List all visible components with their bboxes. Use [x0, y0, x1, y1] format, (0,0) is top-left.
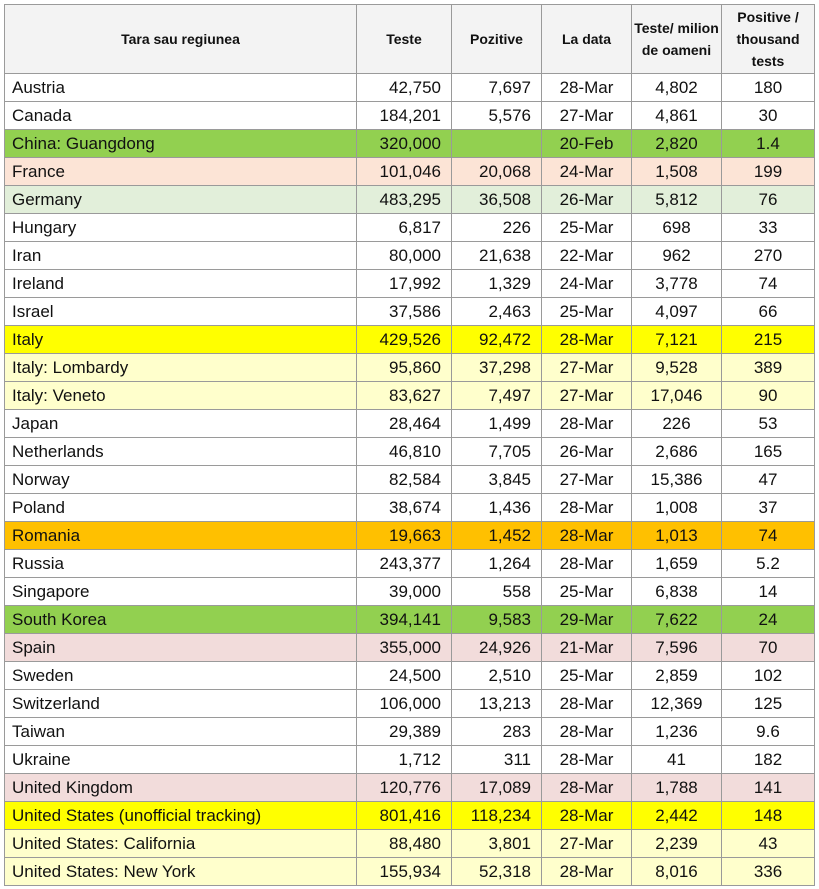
cell-date: 28-Mar — [542, 410, 632, 438]
cell-country: Spain — [5, 634, 357, 662]
header-row — [5, 5, 815, 74]
cell-per-million: 7,121 — [632, 326, 722, 354]
cell-country: Canada — [5, 102, 357, 130]
cell-date: 28-Mar — [542, 494, 632, 522]
cell-country: Italy: Lombardy — [5, 354, 357, 382]
cell-positive: 1,436 — [452, 494, 542, 522]
cell-per-million: 9,528 — [632, 354, 722, 382]
cell-positive: 37,298 — [452, 354, 542, 382]
cell-tests: 83,627 — [357, 382, 452, 410]
cell-per-thousand: 47 — [722, 466, 815, 494]
cell-per-thousand: 90 — [722, 382, 815, 410]
cell-date: 27-Mar — [542, 354, 632, 382]
cell-per-thousand: 389 — [722, 354, 815, 382]
cell-per-million: 12,369 — [632, 690, 722, 718]
cell-country: United Kingdom — [5, 774, 357, 802]
cell-tests: 184,201 — [357, 102, 452, 130]
cell-tests: 37,586 — [357, 298, 452, 326]
cell-positive: 558 — [452, 578, 542, 606]
cell-per-thousand: 182 — [722, 746, 815, 774]
cell-per-thousand: 9.6 — [722, 718, 815, 746]
cell-tests: 155,934 — [357, 858, 452, 886]
table-row — [5, 102, 815, 130]
cell-positive: 5,576 — [452, 102, 542, 130]
cell-per-thousand: 74 — [722, 522, 815, 550]
cell-date: 26-Mar — [542, 438, 632, 466]
header-tests: Teste — [357, 5, 452, 74]
cell-date: 28-Mar — [542, 802, 632, 830]
cell-per-thousand: 5.2 — [722, 550, 815, 578]
cell-date: 28-Mar — [542, 74, 632, 102]
cell-country: Germany — [5, 186, 357, 214]
cell-tests: 101,046 — [357, 158, 452, 186]
cell-per-million: 1,659 — [632, 550, 722, 578]
cell-positive: 118,234 — [452, 802, 542, 830]
cell-date: 20-Feb — [542, 130, 632, 158]
table-body — [5, 74, 815, 886]
cell-per-thousand: 141 — [722, 774, 815, 802]
table-row — [5, 830, 815, 858]
cell-per-thousand: 30 — [722, 102, 815, 130]
cell-positive: 2,463 — [452, 298, 542, 326]
cell-per-thousand: 165 — [722, 438, 815, 466]
header-positive: Pozitive — [452, 5, 542, 74]
table-row — [5, 242, 815, 270]
table-row — [5, 186, 815, 214]
cell-date: 25-Mar — [542, 662, 632, 690]
cell-date: 25-Mar — [542, 578, 632, 606]
cell-positive: 7,705 — [452, 438, 542, 466]
table-row — [5, 130, 815, 158]
cell-date: 24-Mar — [542, 158, 632, 186]
cell-per-thousand: 53 — [722, 410, 815, 438]
cell-positive: 1,499 — [452, 410, 542, 438]
cell-positive: 1,264 — [452, 550, 542, 578]
cell-country: Iran — [5, 242, 357, 270]
cell-positive: 2,510 — [452, 662, 542, 690]
cell-positive: 3,845 — [452, 466, 542, 494]
cell-per-million: 6,838 — [632, 578, 722, 606]
cell-per-thousand: 66 — [722, 298, 815, 326]
header-per-thousand: Positive / thousand tests — [722, 5, 815, 74]
cell-country: Norway — [5, 466, 357, 494]
cell-date: 21-Mar — [542, 634, 632, 662]
cell-per-thousand: 33 — [722, 214, 815, 242]
cell-per-thousand: 37 — [722, 494, 815, 522]
cell-tests: 29,389 — [357, 718, 452, 746]
cell-per-million: 5,812 — [632, 186, 722, 214]
table-row — [5, 718, 815, 746]
cell-country: Ireland — [5, 270, 357, 298]
cell-country: Italy — [5, 326, 357, 354]
cell-per-thousand: 270 — [722, 242, 815, 270]
table-row — [5, 606, 815, 634]
cell-country: Hungary — [5, 214, 357, 242]
table-row — [5, 858, 815, 886]
cell-per-thousand: 199 — [722, 158, 815, 186]
table-row — [5, 158, 815, 186]
table-row — [5, 214, 815, 242]
cell-per-thousand: 14 — [722, 578, 815, 606]
cell-date: 28-Mar — [542, 858, 632, 886]
cell-per-thousand: 74 — [722, 270, 815, 298]
cell-positive: 311 — [452, 746, 542, 774]
cell-tests: 88,480 — [357, 830, 452, 858]
cell-per-million: 7,596 — [632, 634, 722, 662]
table-row — [5, 662, 815, 690]
cell-per-million: 17,046 — [632, 382, 722, 410]
cell-tests: 80,000 — [357, 242, 452, 270]
cell-country: Japan — [5, 410, 357, 438]
cell-per-thousand: 43 — [722, 830, 815, 858]
cell-per-thousand: 180 — [722, 74, 815, 102]
cell-per-million: 2,820 — [632, 130, 722, 158]
cell-per-million: 1,788 — [632, 774, 722, 802]
cell-positive: 92,472 — [452, 326, 542, 354]
cell-tests: 394,141 — [357, 606, 452, 634]
cell-per-million: 15,386 — [632, 466, 722, 494]
header-date: La data — [542, 5, 632, 74]
cell-tests: 24,500 — [357, 662, 452, 690]
cell-date: 27-Mar — [542, 830, 632, 858]
cell-date: 28-Mar — [542, 746, 632, 774]
table-row — [5, 382, 815, 410]
cell-per-thousand: 215 — [722, 326, 815, 354]
cell-per-million: 41 — [632, 746, 722, 774]
header-per-million: Teste/ milion de oameni — [632, 5, 722, 74]
cell-country: Poland — [5, 494, 357, 522]
cell-positive: 3,801 — [452, 830, 542, 858]
cell-tests: 320,000 — [357, 130, 452, 158]
cell-positive: 9,583 — [452, 606, 542, 634]
cell-tests: 95,860 — [357, 354, 452, 382]
cell-per-million: 1,008 — [632, 494, 722, 522]
table-row — [5, 354, 815, 382]
cell-per-million: 7,622 — [632, 606, 722, 634]
cell-per-million: 1,013 — [632, 522, 722, 550]
table-container — [4, 4, 815, 886]
cell-date: 27-Mar — [542, 102, 632, 130]
table-row — [5, 326, 815, 354]
cell-positive: 20,068 — [452, 158, 542, 186]
cell-per-thousand: 102 — [722, 662, 815, 690]
cell-tests: 82,584 — [357, 466, 452, 494]
cell-country: United States: California — [5, 830, 357, 858]
testing-table — [4, 4, 815, 886]
cell-tests: 38,674 — [357, 494, 452, 522]
cell-positive — [452, 130, 542, 158]
cell-positive: 13,213 — [452, 690, 542, 718]
cell-date: 24-Mar — [542, 270, 632, 298]
cell-positive: 283 — [452, 718, 542, 746]
cell-country: Israel — [5, 298, 357, 326]
cell-country: Romania — [5, 522, 357, 550]
table-row — [5, 466, 815, 494]
cell-per-thousand: 24 — [722, 606, 815, 634]
cell-per-million: 3,778 — [632, 270, 722, 298]
table-row — [5, 298, 815, 326]
cell-per-million: 2,686 — [632, 438, 722, 466]
cell-positive: 17,089 — [452, 774, 542, 802]
cell-tests: 39,000 — [357, 578, 452, 606]
cell-positive: 226 — [452, 214, 542, 242]
table-row — [5, 410, 815, 438]
cell-per-thousand: 148 — [722, 802, 815, 830]
cell-per-million: 8,016 — [632, 858, 722, 886]
cell-country: France — [5, 158, 357, 186]
table-row — [5, 634, 815, 662]
table-row — [5, 522, 815, 550]
cell-date: 28-Mar — [542, 774, 632, 802]
cell-tests: 46,810 — [357, 438, 452, 466]
cell-per-million: 4,802 — [632, 74, 722, 102]
cell-per-thousand: 1.4 — [722, 130, 815, 158]
cell-country: Austria — [5, 74, 357, 102]
table-row — [5, 550, 815, 578]
cell-country: Taiwan — [5, 718, 357, 746]
table-row — [5, 438, 815, 466]
cell-tests: 42,750 — [357, 74, 452, 102]
header-country: Tara sau regiunea — [5, 5, 357, 74]
table-row — [5, 802, 815, 830]
cell-per-million: 962 — [632, 242, 722, 270]
cell-positive: 52,318 — [452, 858, 542, 886]
cell-positive: 24,926 — [452, 634, 542, 662]
cell-per-million: 226 — [632, 410, 722, 438]
cell-tests: 106,000 — [357, 690, 452, 718]
cell-date: 28-Mar — [542, 718, 632, 746]
cell-country: Netherlands — [5, 438, 357, 466]
cell-country: United States (unofficial tracking) — [5, 802, 357, 830]
cell-country: Russia — [5, 550, 357, 578]
cell-per-million: 1,236 — [632, 718, 722, 746]
cell-date: 28-Mar — [542, 550, 632, 578]
cell-country: South Korea — [5, 606, 357, 634]
cell-date: 25-Mar — [542, 298, 632, 326]
table-row — [5, 774, 815, 802]
cell-per-thousand: 76 — [722, 186, 815, 214]
cell-positive: 7,497 — [452, 382, 542, 410]
cell-country: Sweden — [5, 662, 357, 690]
cell-country: Switzerland — [5, 690, 357, 718]
cell-tests: 28,464 — [357, 410, 452, 438]
cell-date: 22-Mar — [542, 242, 632, 270]
cell-tests: 1,712 — [357, 746, 452, 774]
cell-per-thousand: 336 — [722, 858, 815, 886]
cell-tests: 120,776 — [357, 774, 452, 802]
cell-country: United States: New York — [5, 858, 357, 886]
cell-date: 28-Mar — [542, 690, 632, 718]
cell-positive: 36,508 — [452, 186, 542, 214]
cell-date: 27-Mar — [542, 382, 632, 410]
cell-tests: 483,295 — [357, 186, 452, 214]
cell-positive: 7,697 — [452, 74, 542, 102]
cell-country: China: Guangdong — [5, 130, 357, 158]
cell-tests: 6,817 — [357, 214, 452, 242]
cell-tests: 19,663 — [357, 522, 452, 550]
cell-tests: 17,992 — [357, 270, 452, 298]
cell-per-million: 2,442 — [632, 802, 722, 830]
table-row — [5, 494, 815, 522]
cell-per-million: 2,859 — [632, 662, 722, 690]
cell-per-million: 1,508 — [632, 158, 722, 186]
cell-date: 27-Mar — [542, 466, 632, 494]
table-row — [5, 746, 815, 774]
cell-date: 25-Mar — [542, 214, 632, 242]
cell-per-million: 4,097 — [632, 298, 722, 326]
cell-country: Singapore — [5, 578, 357, 606]
table-row — [5, 690, 815, 718]
cell-date: 29-Mar — [542, 606, 632, 634]
table-row — [5, 270, 815, 298]
cell-positive: 1,329 — [452, 270, 542, 298]
cell-per-thousand: 125 — [722, 690, 815, 718]
cell-tests: 243,377 — [357, 550, 452, 578]
table-row — [5, 74, 815, 102]
cell-tests: 355,000 — [357, 634, 452, 662]
cell-per-million: 4,861 — [632, 102, 722, 130]
cell-date: 26-Mar — [542, 186, 632, 214]
cell-country: Ukraine — [5, 746, 357, 774]
cell-positive: 1,452 — [452, 522, 542, 550]
table-row — [5, 578, 815, 606]
cell-date: 28-Mar — [542, 522, 632, 550]
cell-date: 28-Mar — [542, 326, 632, 354]
cell-country: Italy: Veneto — [5, 382, 357, 410]
cell-positive: 21,638 — [452, 242, 542, 270]
cell-tests: 801,416 — [357, 802, 452, 830]
cell-per-thousand: 70 — [722, 634, 815, 662]
cell-per-million: 2,239 — [632, 830, 722, 858]
cell-per-million: 698 — [632, 214, 722, 242]
cell-tests: 429,526 — [357, 326, 452, 354]
